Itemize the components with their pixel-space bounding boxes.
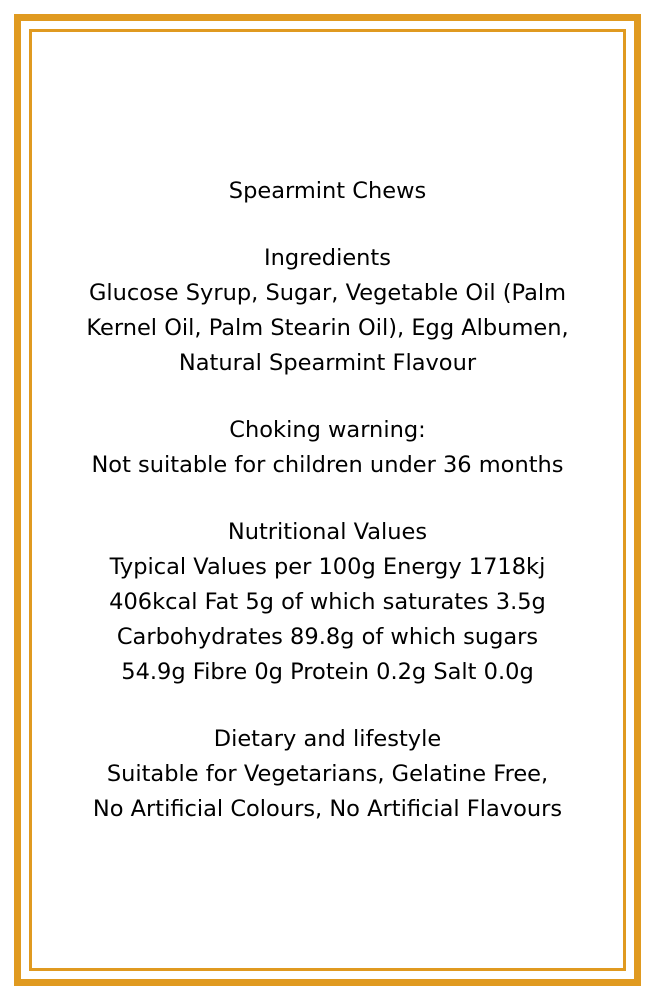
choking-warning-line: Not suitable for children under 36 months [91, 451, 564, 478]
product-title: Spearmint Chews [228, 177, 427, 204]
ingredients-line: Glucose Syrup, Sugar, Vegetable Oil (Palm [88, 279, 567, 306]
ingredients-section [48, 241, 607, 381]
nutritional-values-line: Typical Values per 100g Energy 1718kj [109, 553, 546, 580]
choking-warning-heading: Choking warning: [229, 416, 426, 443]
nutritional-values-line: 406kcal Fat 5g of which saturates 3.5g [109, 588, 546, 615]
label-content [48, 48, 607, 952]
dietary-lifestyle-section [48, 722, 607, 827]
dietary-lifestyle-heading: Dietary and lifestyle [213, 725, 442, 752]
ingredients-heading: Ingredients [264, 244, 391, 271]
dietary-lifestyle-line: No Artificial Colours, No Artificial Flavours [92, 795, 563, 822]
product-title-block [48, 174, 607, 209]
dietary-lifestyle-line: Suitable for Vegetarians, Gelatine Free, [106, 760, 549, 787]
ingredients-line: Kernel Oil, Palm Stearin Oil), Egg Albumen, [86, 314, 569, 341]
nutritional-values-line: 54.9g Fibre 0g Protein 0.2g Salt 0.0g [121, 658, 534, 685]
ingredients-line: Natural Spearmint Flavour [178, 349, 477, 376]
choking-warning-section [48, 413, 607, 483]
nutritional-values-section [48, 515, 607, 690]
nutritional-values-heading: Nutritional Values [227, 518, 428, 545]
nutritional-values-line: Carbohydrates 89.8g of which sugars [116, 623, 539, 650]
